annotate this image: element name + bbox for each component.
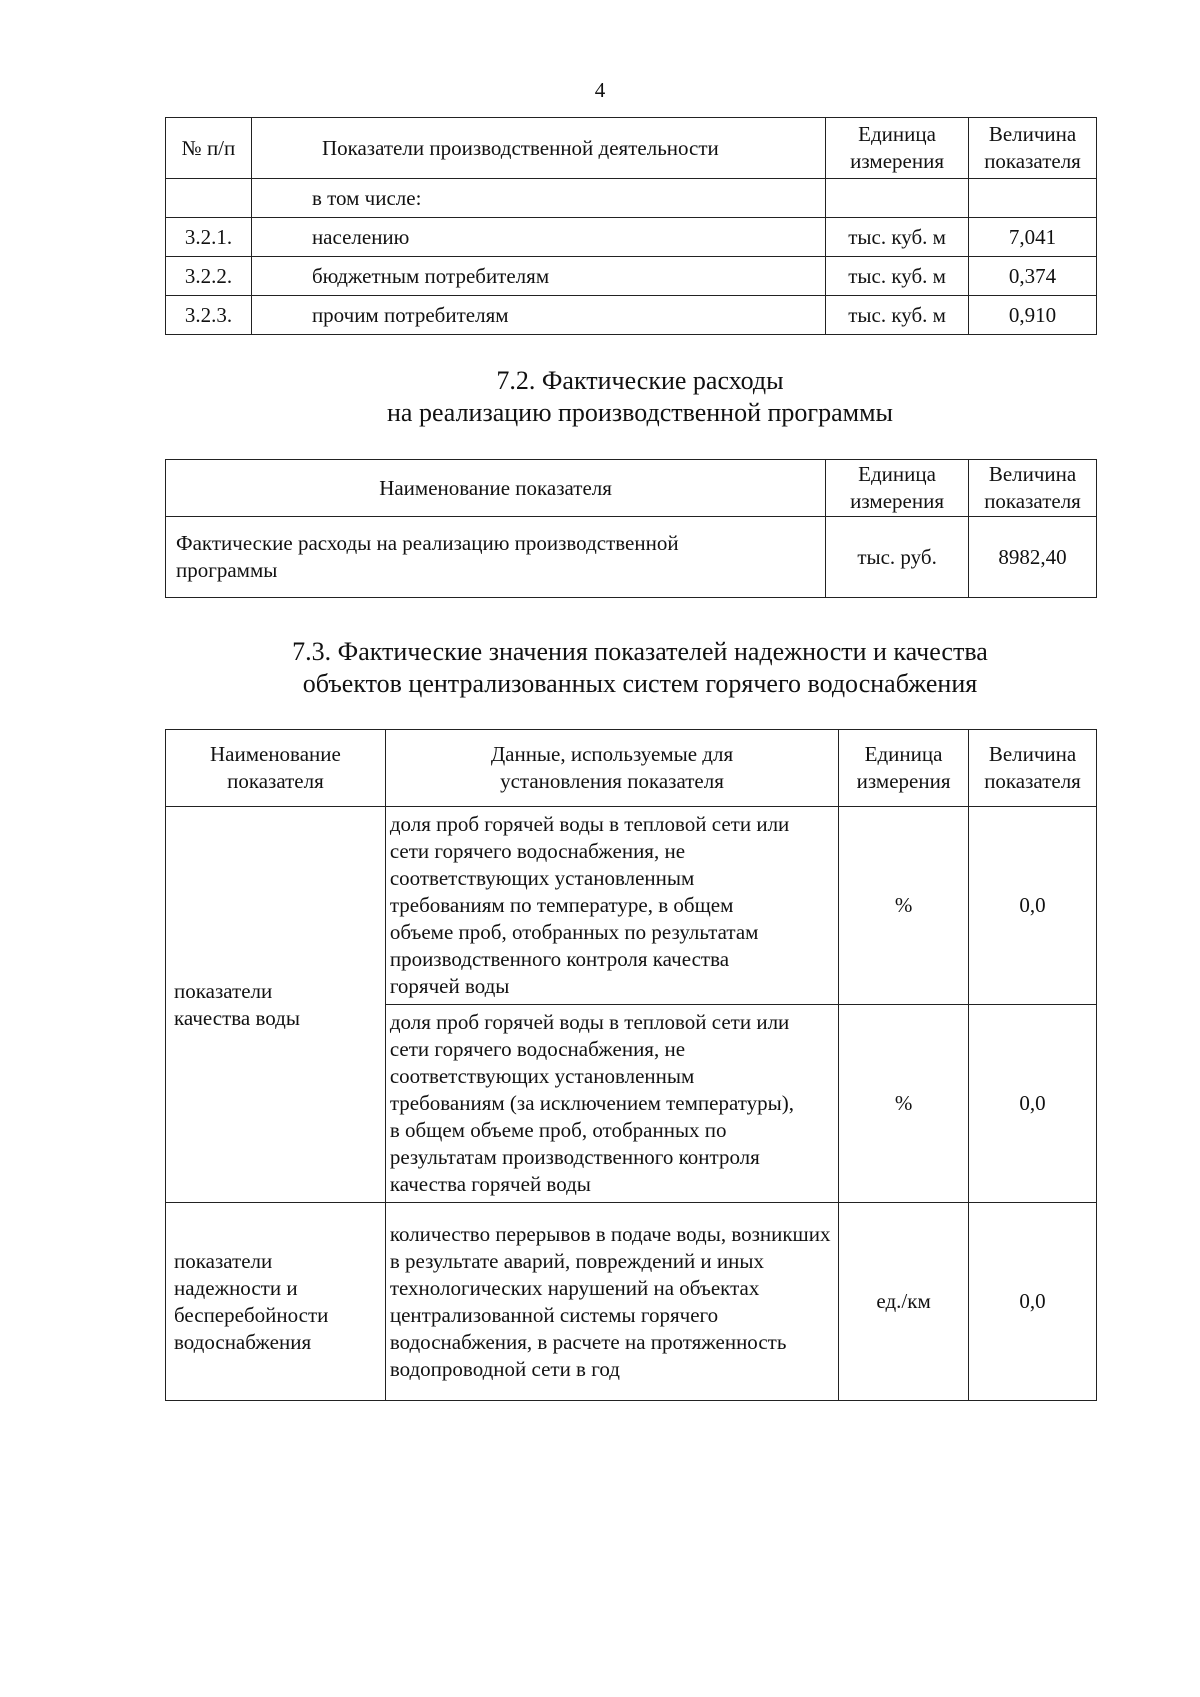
row-unit: %	[839, 1005, 969, 1203]
group-name-quality: показатели качества воды	[166, 807, 386, 1203]
header-value: Величина показателя	[969, 730, 1097, 807]
row-value: 0,0	[969, 1203, 1097, 1401]
header-value: Величина показателя	[969, 118, 1097, 179]
subheader-label: в том числе:	[251, 179, 825, 218]
actual-expenses-table	[165, 459, 1097, 598]
row-unit: тыс. куб. м	[826, 296, 969, 335]
section-7-2-title-line1: 7.2. Фактические расходы	[496, 366, 784, 395]
header-unit: Единица измерения	[826, 118, 969, 179]
production-indicators-table	[165, 117, 1097, 335]
header-num: № п/п	[166, 118, 252, 179]
row-value: 0,0	[969, 1005, 1097, 1203]
header-data: Данные, используемые для установления показателя	[385, 730, 838, 807]
row-num: 3.2.2.	[166, 257, 252, 296]
row-unit: %	[839, 807, 969, 1005]
row-value: 8982,40	[969, 517, 1097, 598]
section-7-2-title-line2: на реализацию производственной программы	[386, 398, 893, 427]
table-row	[166, 1203, 1097, 1401]
table-row	[166, 218, 1097, 257]
group-name-reliability: показатели надежности и бесперебойности водоснабжения	[166, 1203, 386, 1401]
header-name: Наименование показателя	[166, 460, 826, 517]
table-row	[166, 807, 1097, 1005]
header-unit: Единица измерения	[826, 460, 969, 517]
table-row	[166, 257, 1097, 296]
row-name: бюджетным потребителям	[251, 257, 825, 296]
table-header-row	[166, 460, 1097, 517]
row-value: 0,910	[969, 296, 1097, 335]
row-unit: тыс. куб. м	[826, 218, 969, 257]
table-row	[166, 517, 1097, 598]
row-unit: тыс. куб. м	[826, 257, 969, 296]
row-name: населению	[251, 218, 825, 257]
table-header-row	[166, 730, 1097, 807]
table-row	[166, 296, 1097, 335]
page-number: 4	[594, 78, 606, 102]
row-unit: тыс. руб.	[826, 517, 969, 598]
row-num: 3.2.1.	[166, 218, 252, 257]
reliability-quality-table	[165, 729, 1097, 1401]
table-header-row	[166, 118, 1097, 179]
section-7-3-title-line1: 7.3. Фактические значения показателей надежности и качества	[292, 637, 988, 666]
row-value: 0,0	[969, 807, 1097, 1005]
row-data: доля проб горячей воды в тепловой сети или сети горячего водоснабжения, не соответствующих установленным требованиям (за исключением температуры), в общем объеме проб, отобранных по результатам производственного контроля качества горячей воды	[385, 1005, 838, 1203]
row-unit: ед./км	[839, 1203, 969, 1401]
section-7-3-title-line2: объектов централизованных систем горячего водоснабжения	[302, 669, 978, 698]
header-indicator: Показатели производственной деятельности	[251, 118, 825, 179]
header-unit: Единица измерения	[839, 730, 969, 807]
row-value: 0,374	[969, 257, 1097, 296]
header-name: Наименование показателя	[166, 730, 386, 807]
subheader-row	[166, 179, 1097, 218]
row-num: 3.2.3.	[166, 296, 252, 335]
header-value: Величина показателя	[969, 460, 1097, 517]
row-data: количество перерывов в подаче воды, возникших в результате аварий, повреждений и иных технологических нарушений на объектах централизованной системы горячего водоснабжения, в расчете на протяженность водопроводной сети в год	[385, 1203, 838, 1401]
row-name: Фактические расходы на реализацию производственной программы	[166, 517, 826, 598]
row-data: доля проб горячей воды в тепловой сети или сети горячего водоснабжения, не соответствующих установленным требованиям по температуре, в общем объеме проб, отобранных по результатам производственного контроля качества горячей воды	[385, 807, 838, 1005]
row-value: 7,041	[969, 218, 1097, 257]
row-name: прочим потребителям	[251, 296, 825, 335]
